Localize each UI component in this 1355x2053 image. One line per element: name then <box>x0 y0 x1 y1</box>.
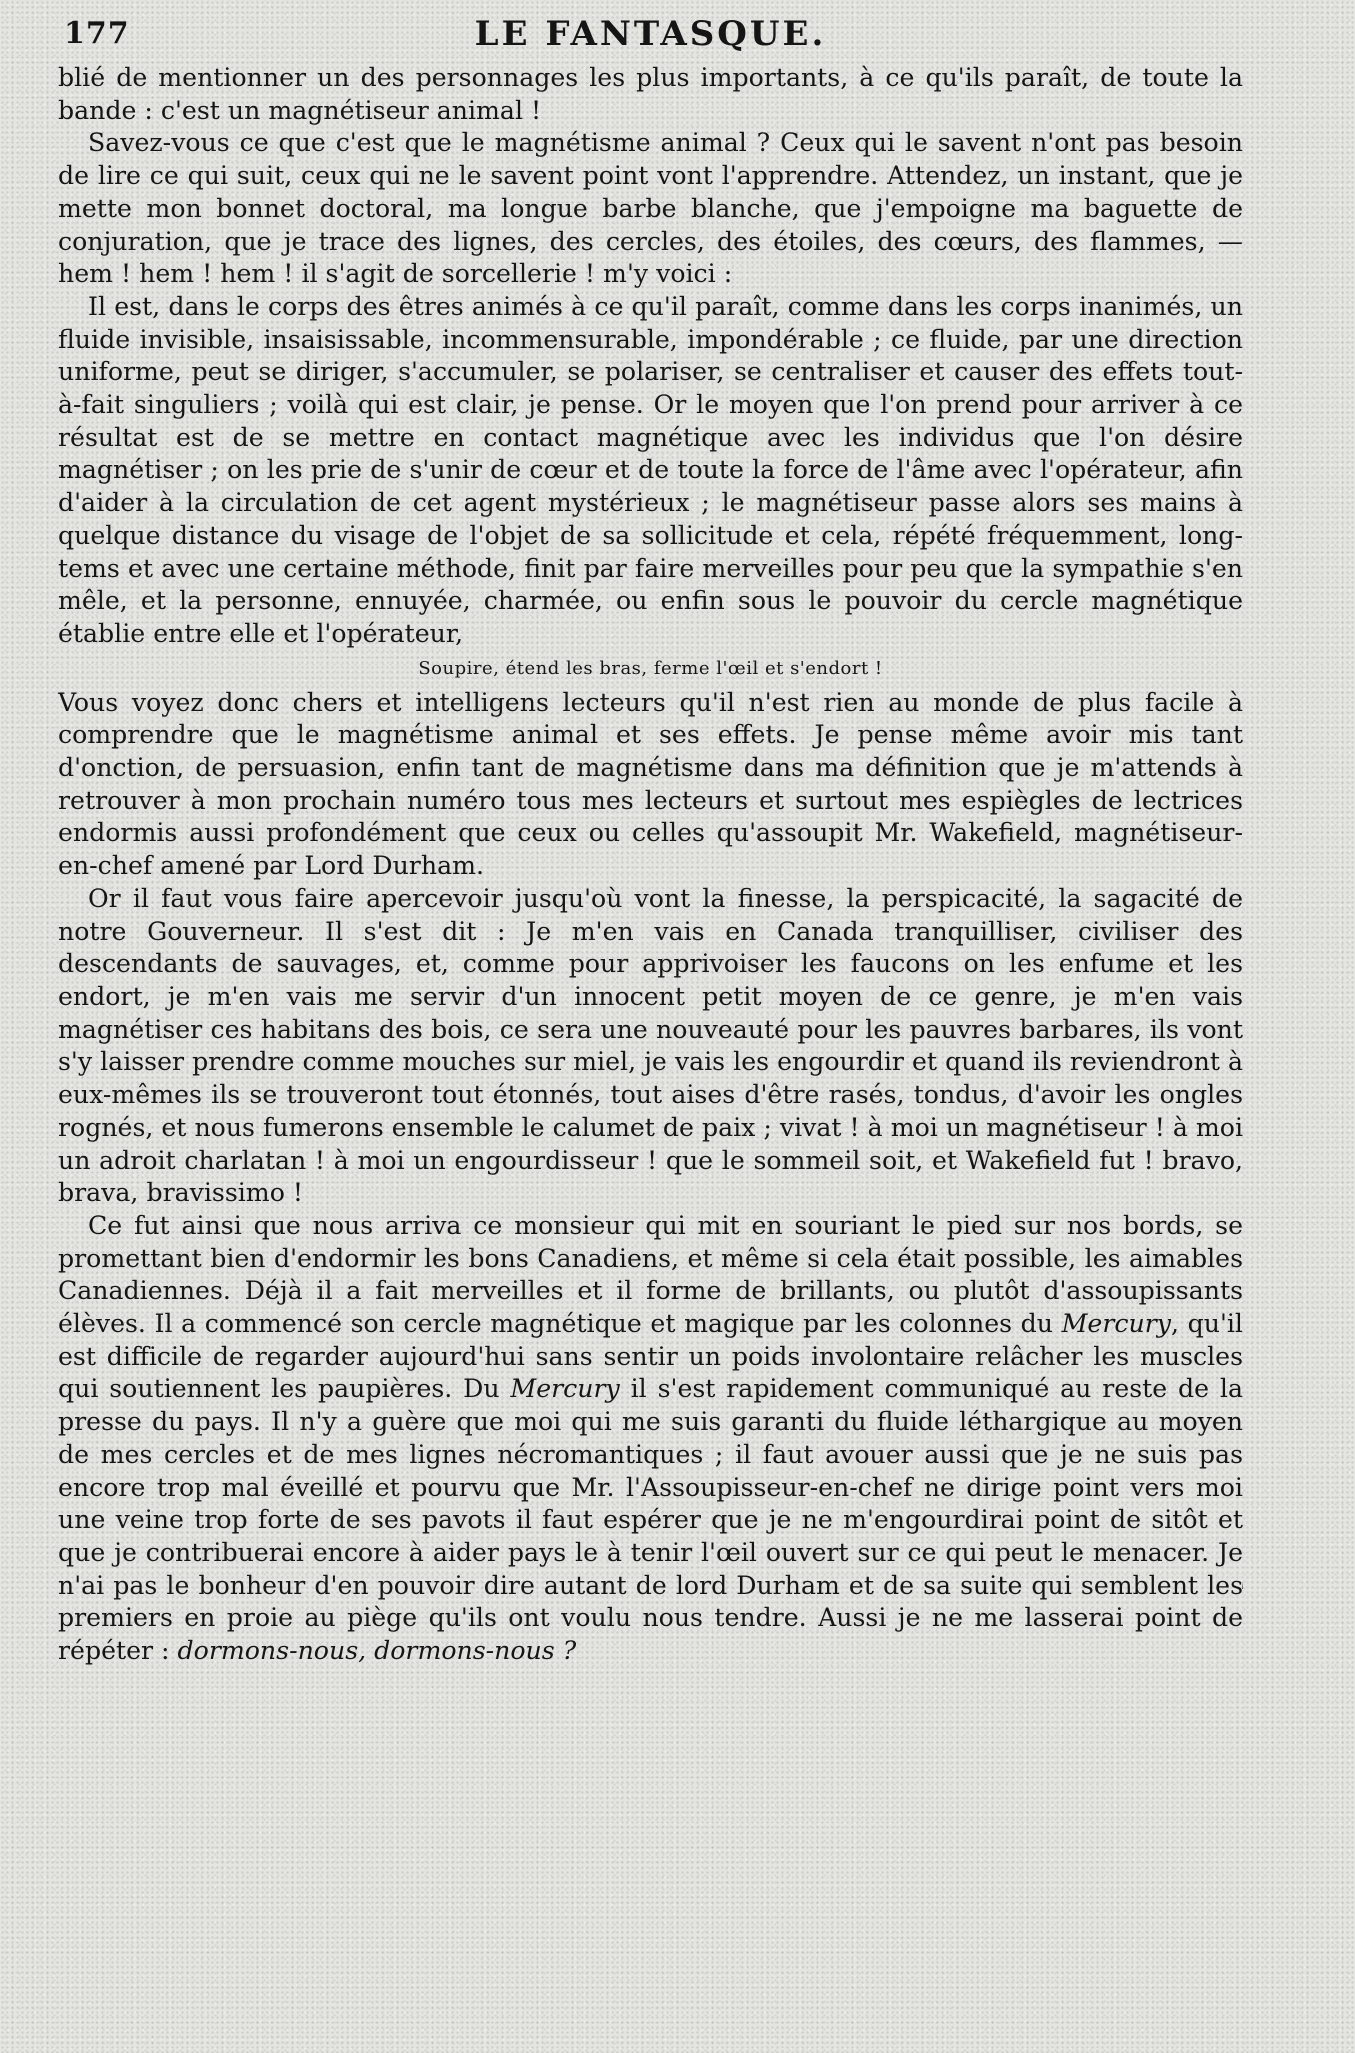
newspaper-name: Mercury <box>1061 1309 1171 1339</box>
paragraph-text: Ce fut ainsi que nous arriva ce monsieur qui mit en souriant le pied sur nos bords, se promettant bien d'endormir les bons Canadiens, et même si cela était possible, les aimables Canadiennes. Déjà il a fait merveilles et il forme de brillants, ou plutôt d'assoupissants élèves. Il a commencé son cercle magnétique et magique par les colonnes du <box>58 1210 1243 1339</box>
paragraph <box>58 1210 1243 1668</box>
newspaper-name: Mercury <box>510 1374 620 1404</box>
paragraph: blié de mentionner un des personnages les plus importants, à ce qu'ils paraît, de toute la bande : c'est un magnétiseur animal ! <box>58 63 1243 125</box>
paragraph-text: il s'est rapidement communiqué au reste de la presse du pays. Il n'y a guère que moi qui me suis garanti du fluide léthargique au moyen de mes cercles et de mes lignes nécromantiques ; il faut avouer aussi que je ne suis pas encore trop mal éveillé et pourvu que Mr. l'Assoupisseur-en-chef ne dirige point vers moi une veine trop forte de ses pavots il faut espérer que je ne m'engourdirai point de sitôt et que je contribuerai encore à aider pays le à tenir l'œil ouvert sur ce qui peut le menacer. Je n'ai pas le bonheur d'en pouvoir dire autant de lord Durham et de sa suite qui semblent les premiers en proie au piège qu'ils ont voulu nous tendre. Aussi je ne me lasserai point de répéter : <box>58 1374 1243 1666</box>
running-title: LE FANTASQUE. <box>474 14 827 54</box>
verse-line: Soupire, étend les bras, ferme l'œil et s'endort ! <box>418 657 883 679</box>
paragraph: Vous voyez donc chers et intelligens lecteurs qu'il n'est rien au monde de plus facile à comprendre que le magnétisme animal et ses effets. Je pense même avoir mis tant d'onction, de persuasion, enfin tant de magnétisme dans ma définition que je m'attends à retrouver à mon prochain numéro tous mes lecteurs et surtout mes espiègles de lectrices endormis aussi profondément que ceux ou celles qu'assoupit Mr. Wakefield, magnétiseur-en-chef amené par Lord Durham. <box>58 687 1243 881</box>
paragraph: Savez-vous ce que c'est que le magnétisme animal ? Ceux qui le savent n'ont pas besoin de lire ce qui suit, ceux qui ne le savent point vont l'apprendre. Attendez, un instant, que je mette mon bonnet doctoral, ma longue barbe blanche, que j'empoigne ma baguette de conjuration, que je trace des lignes, des cercles, des étoiles, des cœurs, des flammes, — hem ! hem ! hem ! il s'agit de sorcellerie ! m'y voici : <box>58 128 1243 289</box>
paragraph: Il est, dans le corps des êtres animés à ce qu'il paraît, comme dans les corps inanimés, un fluide invisible, insaisissable, incommensurable, impondérable ; ce fluide, par une direction uniforme, peut se diriger, s'accumuler, se polariser, se centraliser et causer des effets tout-à-fait singuliers ; voilà qui est clair, je pense. Or le moyen que l'on prend pour arriver à ce résultat est de se mettre en contact magnétique avec les individus que l'on désire magnétiser ; on les prie de s'unir de cœur et de toute la force de l'âme avec l'opérateur, afin d'aider à la circulation de cet agent mystérieux ; le magnétiseur passe alors ses mains à quelque distance du visage de l'objet de sa sollicitude et cela, répété fréquemment, long-tems et avec une certaine méthode, finit par faire merveilles pour peu que la sympathie s'en mêle, et la personne, ennuyée, charmée, ou enfin sous le pouvoir du cercle magnétique établie entre elle et l'opérateur, <box>58 291 1243 648</box>
page-number: 177 <box>64 16 130 51</box>
closing-phrase: dormons-nous, dormons-nous ? <box>177 1636 577 1666</box>
article-body <box>58 62 1243 1668</box>
page-header <box>58 14 1243 56</box>
paragraph: Or il faut vous faire apercevoir jusqu'où vont la finesse, la perspicacité, la sagacité de notre Gouverneur. Il s'est dit : Je m'en vais en Canada tranquilliser, civiliser des descendants de sauvages, et, comme pour apprivoiser les faucons on les enfume et les endort, je m'en vais me servir d'un innocent petit moyen de ce genre, je m'en vais magnétiser ces habitans des bois, ce sera une nouveauté pour les pauvres barbares, ils vont s'y laisser prendre comme mouches sur miel, je vais les engourdir et quand ils reviendront à eux-mêmes ils se trouveront tout étonnés, tout aises d'être rasés, tondus, d'avoir les ongles rognés, et nous fumerons ensemble le calumet de paix ; vivat ! à moi un magnétiseur ! à moi un adroit charlatan ! à moi un engourdisseur ! que le sommeil soit, et Wakefield fut ! bravo, brava, bravissimo ! <box>58 883 1243 1208</box>
newspaper-page <box>58 14 1243 2004</box>
paragraph-text: , qu'il est difficile de regarder aujourd'hui sans sentir un poids involontaire relâcher les muscles qui soutiennent les paupières. Du <box>58 1309 1243 1404</box>
